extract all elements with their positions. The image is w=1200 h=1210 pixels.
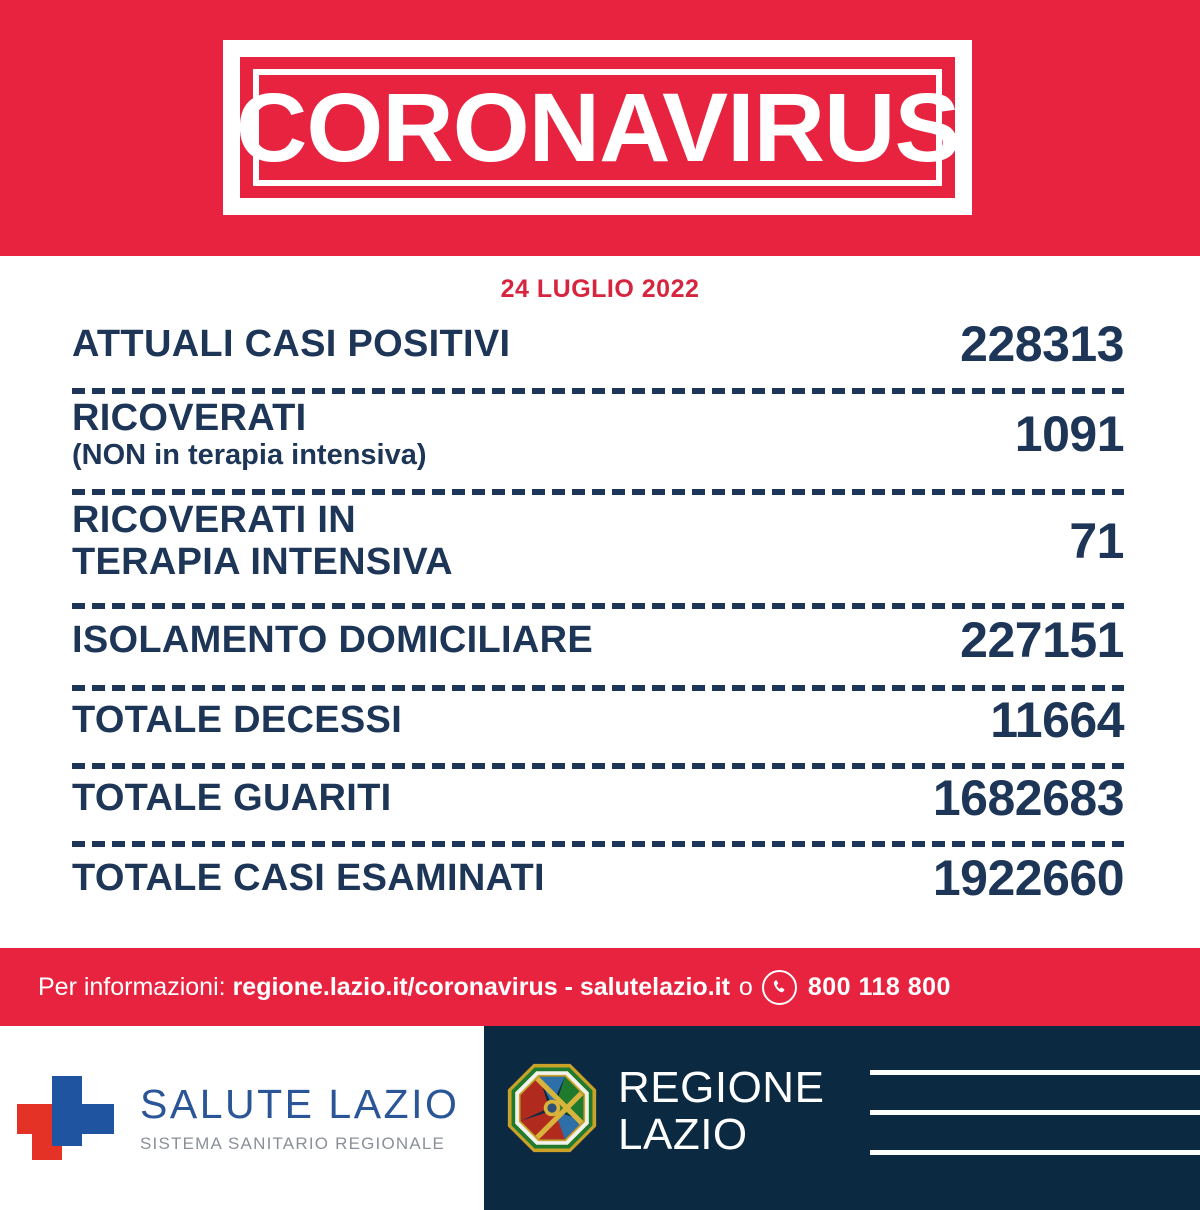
- row-gap: [72, 587, 1124, 603]
- footer: [0, 1026, 1200, 1210]
- stat-value: 1922660: [932, 850, 1124, 906]
- info-conjunction: o: [738, 973, 753, 1001]
- row-gap: [72, 474, 1124, 489]
- table-row: [72, 769, 1124, 827]
- row-gap: [72, 749, 1124, 763]
- salute-lazio-wordmark: [140, 1081, 459, 1155]
- stat-label: TOTALE GUARITI: [72, 777, 392, 819]
- info-bar: [0, 948, 1200, 1026]
- stat-label: [72, 499, 453, 583]
- stat-label-main: RICOVERATI IN: [72, 499, 356, 541]
- stat-label-main: RICOVERATI: [72, 396, 307, 439]
- info-links[interactable]: regione.lazio.it/coronavirus - salutelazio.it: [232, 973, 730, 1001]
- stat-value: 228313: [960, 316, 1124, 372]
- bar-line: [870, 1150, 1200, 1155]
- stat-label: TOTALE CASI ESAMINATI: [72, 857, 545, 899]
- table-row: [72, 847, 1124, 909]
- info-prefix: Per informazioni:: [38, 973, 226, 1001]
- page-title: CORONAVIRUS: [235, 72, 960, 182]
- info-phone-number: 800 118 800: [807, 973, 951, 1001]
- table-row: [72, 394, 1124, 474]
- table-row: [72, 691, 1124, 749]
- regione-lazio-line2: LAZIO: [618, 1110, 748, 1159]
- stat-value: 11664: [990, 692, 1124, 748]
- regione-lazio-octagon-emblem-icon: [506, 1062, 598, 1154]
- double-cross-logo-icon: [14, 1068, 114, 1168]
- title-frame-outer: [223, 40, 972, 215]
- stat-value: 71: [1069, 513, 1124, 569]
- table-row: [72, 609, 1124, 671]
- stat-value: 227151: [960, 612, 1124, 668]
- phone-circle-icon: [762, 970, 797, 1005]
- title-frame-inner: [235, 69, 960, 186]
- regione-lazio-wordmark: [618, 1064, 824, 1158]
- stat-label: [72, 397, 427, 472]
- regione-lazio-panel: [484, 1026, 1200, 1210]
- table-row: [72, 318, 1124, 370]
- info-bar-content: [38, 970, 951, 1005]
- salute-lazio-panel: [0, 1026, 484, 1210]
- regione-lazio-bars: [870, 1070, 1200, 1190]
- row-gap: [72, 827, 1124, 841]
- salute-lazio-title: SALUTE LAZIO: [140, 1081, 460, 1127]
- stat-value: 1091: [1014, 406, 1124, 462]
- stat-value: 1682683: [932, 770, 1124, 826]
- statistics-table: [72, 318, 1124, 909]
- table-row: [72, 495, 1124, 587]
- row-gap: [72, 370, 1124, 388]
- stat-label-sub: TERAPIA INTENSIVA: [72, 541, 453, 583]
- bar-line: [870, 1070, 1200, 1075]
- regione-lazio-line1: REGIONE: [618, 1063, 825, 1112]
- stat-label: ATTUALI CASI POSITIVI: [72, 323, 511, 365]
- row-gap: [72, 671, 1124, 685]
- stat-label-sub: (NON in terapia intensiva): [72, 438, 427, 471]
- header-banner: [0, 0, 1200, 256]
- report-date: 24 LUGLIO 2022: [500, 275, 700, 303]
- bar-line: [870, 1110, 1200, 1115]
- salute-lazio-subtitle: SISTEMA SANITARIO REGIONALE: [140, 1134, 446, 1153]
- stat-label: ISOLAMENTO DOMICILIARE: [72, 619, 594, 661]
- stat-label: TOTALE DECESSI: [72, 699, 403, 741]
